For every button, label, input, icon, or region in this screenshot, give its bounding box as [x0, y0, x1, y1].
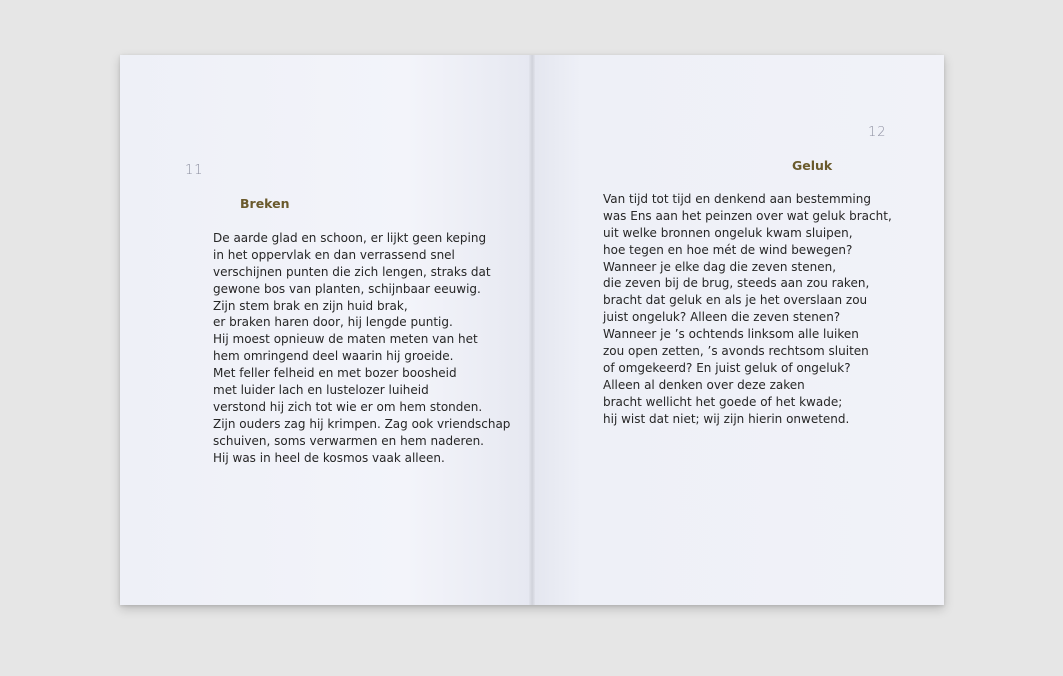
left-page [120, 55, 532, 605]
poem-line: hij wist dat niet; wij zijn hierin onwetend. [603, 411, 850, 426]
poem-line: juist ongeluk? Alleen die zeven stenen? [603, 310, 841, 325]
poem-line: Wanneer je ’s ochtends linksom alle luiken [603, 327, 859, 342]
poem-line: zou open zetten, ’s avonds rechtsom sluiten [603, 344, 869, 359]
poem-line: schuiven, soms verwarmen en hem naderen. [213, 433, 484, 448]
poem-line: in het oppervlak en dan verrassend snel [213, 247, 455, 262]
right-page [532, 55, 944, 605]
poem-line: Met feller felheid en met bozer boosheid [213, 366, 457, 381]
poem-line: of omgekeerd? En juist geluk of ongeluk? [603, 360, 851, 375]
poem-line: Hij moest opnieuw de maten meten van het [213, 332, 478, 347]
poem-body-right [603, 191, 892, 427]
poem-line: gewone bos van planten, schijnbaar eeuwig. [213, 281, 481, 296]
poem-line: De aarde glad en schoon, er lijkt geen keping [213, 231, 487, 245]
poem-line: er braken haren door, hij lengde puntig. [213, 315, 453, 330]
poem-line: bracht dat geluk en als je het overslaan zou [603, 293, 868, 308]
page-number-left: 11 [185, 163, 204, 178]
poem-line: verstond hij zich tot wie er om hem stonden. [213, 399, 483, 414]
poem-line: hem omringend deel waarin hij groeide. [213, 349, 454, 364]
page-number-right: 12 [868, 125, 887, 140]
poem-line: Hij was in heel de kosmos vaak alleen. [213, 450, 445, 465]
poem-line: Van tijd tot tijd en denkend aan bestemming [603, 192, 871, 206]
poem-line: uit welke bronnen ongeluk kwam sluipen, [603, 225, 853, 240]
poem-line: Wanneer je elke dag die zeven stenen, [603, 259, 837, 274]
poem-title-right: Geluk [792, 158, 833, 173]
open-booklet [120, 55, 944, 605]
poem-line: Alleen al denken over deze zaken [603, 377, 805, 392]
poem-title-left: Breken [240, 196, 290, 211]
poem-line: Zijn ouders zag hij krimpen. Zag ook vriendschap [213, 416, 511, 431]
poem-body-left [213, 230, 510, 466]
poem-line: met luider lach en lustelozer luiheid [213, 383, 429, 398]
poem-line: die zeven bij de brug, steeds aan zou raken, [603, 276, 870, 291]
poem-line: bracht wellicht het goede of het kwade; [603, 394, 843, 409]
poem-line: was Ens aan het peinzen over wat geluk bracht, [603, 208, 892, 223]
poem-line: Zijn stem brak en zijn huid brak, [213, 298, 408, 313]
book-gutter [529, 55, 535, 605]
poem-line: verschijnen punten die zich lengen, straks dat [213, 264, 491, 279]
poem-line: hoe tegen en hoe mét de wind bewegen? [603, 242, 853, 257]
